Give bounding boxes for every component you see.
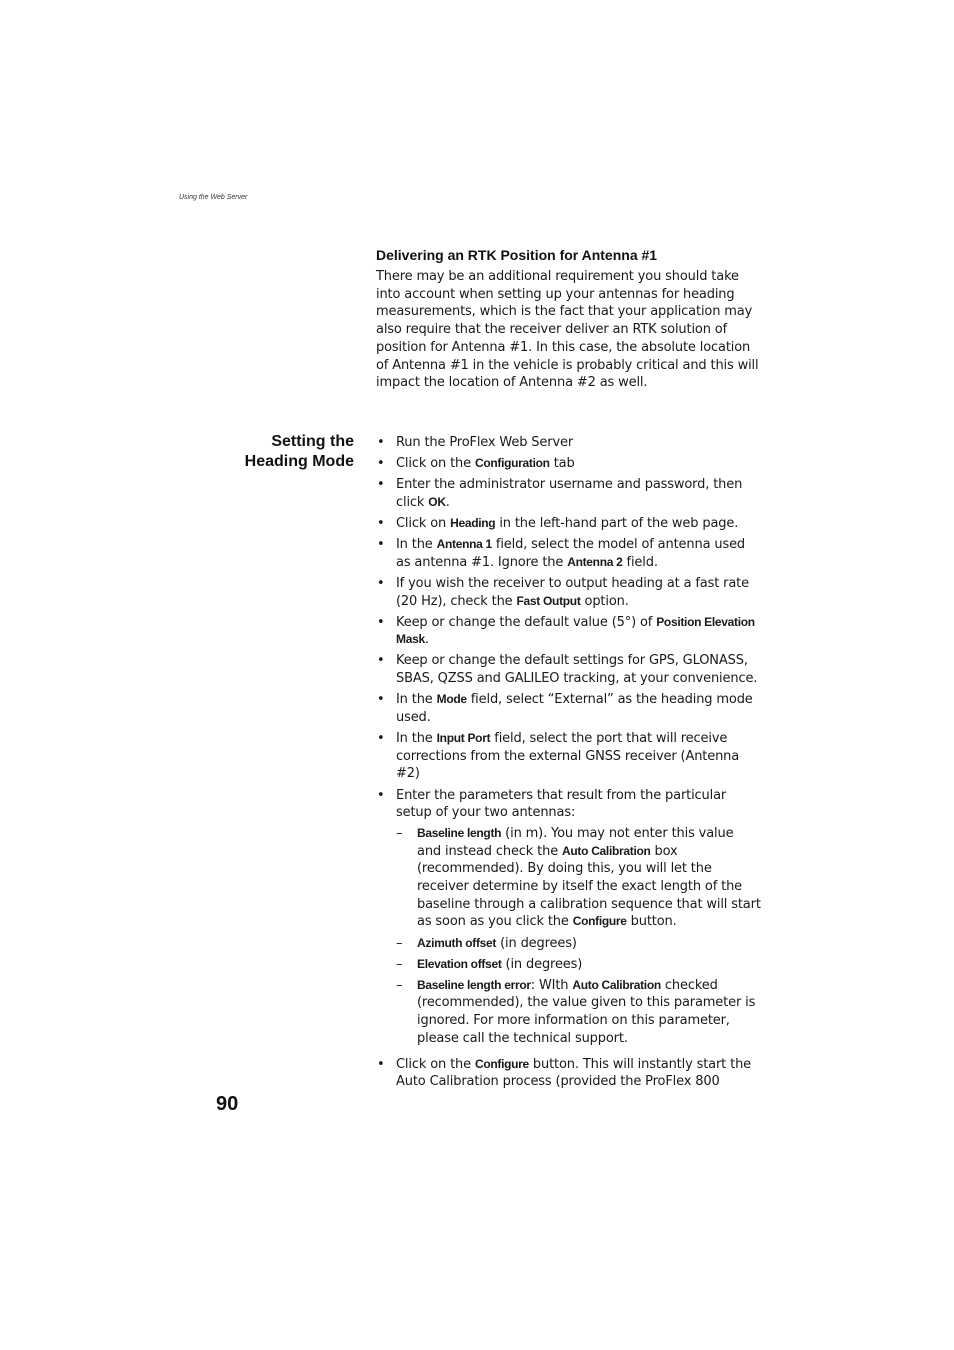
step-text: In the: [396, 537, 437, 553]
ui-term: Elevation offset: [417, 956, 502, 971]
heading-mode-title: [245, 432, 354, 472]
page-number: 90: [216, 1093, 239, 1115]
step-text: in the left-hand part of the web page.: [495, 515, 739, 531]
step-text: In the: [396, 731, 437, 747]
step-text: button. This will instantly start the Auto Calibration process (provided the ProFlex 800: [396, 1056, 752, 1090]
step-text: field, select the port that will receive corrections from the external GNSS receiver (Antenna #2): [396, 731, 740, 782]
step-text: .: [445, 494, 450, 510]
step-text: Click on the: [396, 456, 475, 472]
step-tracking-settings: [376, 652, 761, 687]
ui-term: Position Elevation Mask: [396, 614, 755, 647]
step-fast-output: [376, 575, 761, 610]
step-configuration-tab: [376, 455, 761, 473]
ui-term: Azimuth offset: [417, 935, 497, 950]
running-header: Using the Web Server: [179, 194, 248, 201]
step-antenna-model: [376, 536, 761, 571]
step-text: checked (recommended), the value given to this parameter is ignored. For more information on this parameter, please call the technical support.: [417, 977, 756, 1046]
step-configure: [376, 1056, 761, 1091]
step-text: field, select the model of antenna used as antenna #1. Ignore the: [396, 537, 746, 570]
step-text: button.: [626, 914, 677, 930]
step-text: Enter the parameters that result from the particular setup of your two antennas:: [396, 787, 727, 821]
ui-term: Input Port: [436, 731, 491, 746]
rtk-section-title: Delivering an RTK Position for Antenna #1: [376, 247, 658, 263]
ui-term: OK: [428, 494, 446, 509]
step-heading-menu: [376, 515, 761, 533]
step-text: Run the ProFlex Web Server: [396, 435, 574, 450]
step-text: (in m). You may not enter this value and instead check the: [417, 825, 734, 859]
param-azimuth-offset: [396, 935, 761, 953]
step-text: Keep or change the default value (5°) of: [396, 614, 657, 630]
step-text: box (recommended). By doing this, you will let the receiver determine by itself the exact length of the baseline through a calibration sequence that will start as soon as you click the: [417, 843, 761, 930]
step-text: Enter the administrator username and password, then click: [396, 477, 743, 510]
param-baseline-length-error: [396, 977, 761, 1048]
step-text: .: [424, 632, 429, 648]
step-text: (in degrees): [501, 956, 583, 972]
step-run-web-server: [376, 434, 761, 452]
step-input-port: [376, 730, 761, 783]
heading-mode-title-line2: Heading Mode: [244, 453, 354, 470]
ui-term: Baseline length error: [417, 977, 531, 992]
ui-term: Configuration: [474, 456, 550, 471]
step-text: Click on the: [396, 1056, 475, 1072]
step-elevation-mask: [376, 614, 761, 649]
steps-list: [376, 434, 761, 1091]
step-text: tab: [549, 456, 575, 472]
ui-term: Auto Calibration: [562, 843, 651, 858]
step-login: [376, 476, 761, 511]
step-text: : WIth: [530, 977, 573, 993]
parameter-list: [396, 825, 761, 1048]
step-text: If you wish the receiver to output heading at a fast rate (20 Hz), check the: [396, 575, 749, 609]
step-text: Click on: [396, 515, 451, 531]
step-text: field.: [622, 554, 658, 570]
param-elevation-offset: [396, 956, 761, 974]
ui-term: Antenna 1: [436, 537, 492, 552]
ui-term: Configure: [572, 914, 627, 929]
ui-term: Baseline length: [417, 825, 502, 840]
ui-term: Fast Output: [516, 593, 581, 608]
step-text: (in degrees): [496, 935, 577, 951]
ui-term: Configure: [474, 1056, 529, 1071]
ui-term: Heading: [450, 515, 496, 530]
step-text: In the: [396, 692, 437, 708]
step-text: Keep or change the default settings for GPS, GLONASS, SBAS, QZSS and GALILEO tracking, at your convenience.: [396, 653, 758, 687]
rtk-section-paragraph: There may be an additional requirement you should take into account when setting up your antennas for heading measurements, which is the fact that your application may also require that the receiver deliver an RTK solution of position for Antenna #1. In this case, the absolute location of Antenna #1 in the vehicle is probably critical and this will impact the location of Antenna #2 as well.: [376, 269, 759, 391]
ui-term: Antenna 2: [567, 554, 623, 569]
param-baseline-length: [396, 825, 761, 931]
step-parameters: [376, 787, 761, 1048]
ui-term: Auto Calibration: [572, 977, 661, 992]
heading-mode-title-line1: Setting the: [271, 433, 354, 450]
ui-term: Mode: [436, 692, 467, 707]
heading-mode-steps: [376, 434, 761, 1094]
step-text: field, select “External” as the heading mode used.: [396, 692, 753, 725]
step-mode: [376, 691, 761, 726]
step-text: option.: [580, 593, 629, 609]
rtk-section: [376, 246, 761, 392]
